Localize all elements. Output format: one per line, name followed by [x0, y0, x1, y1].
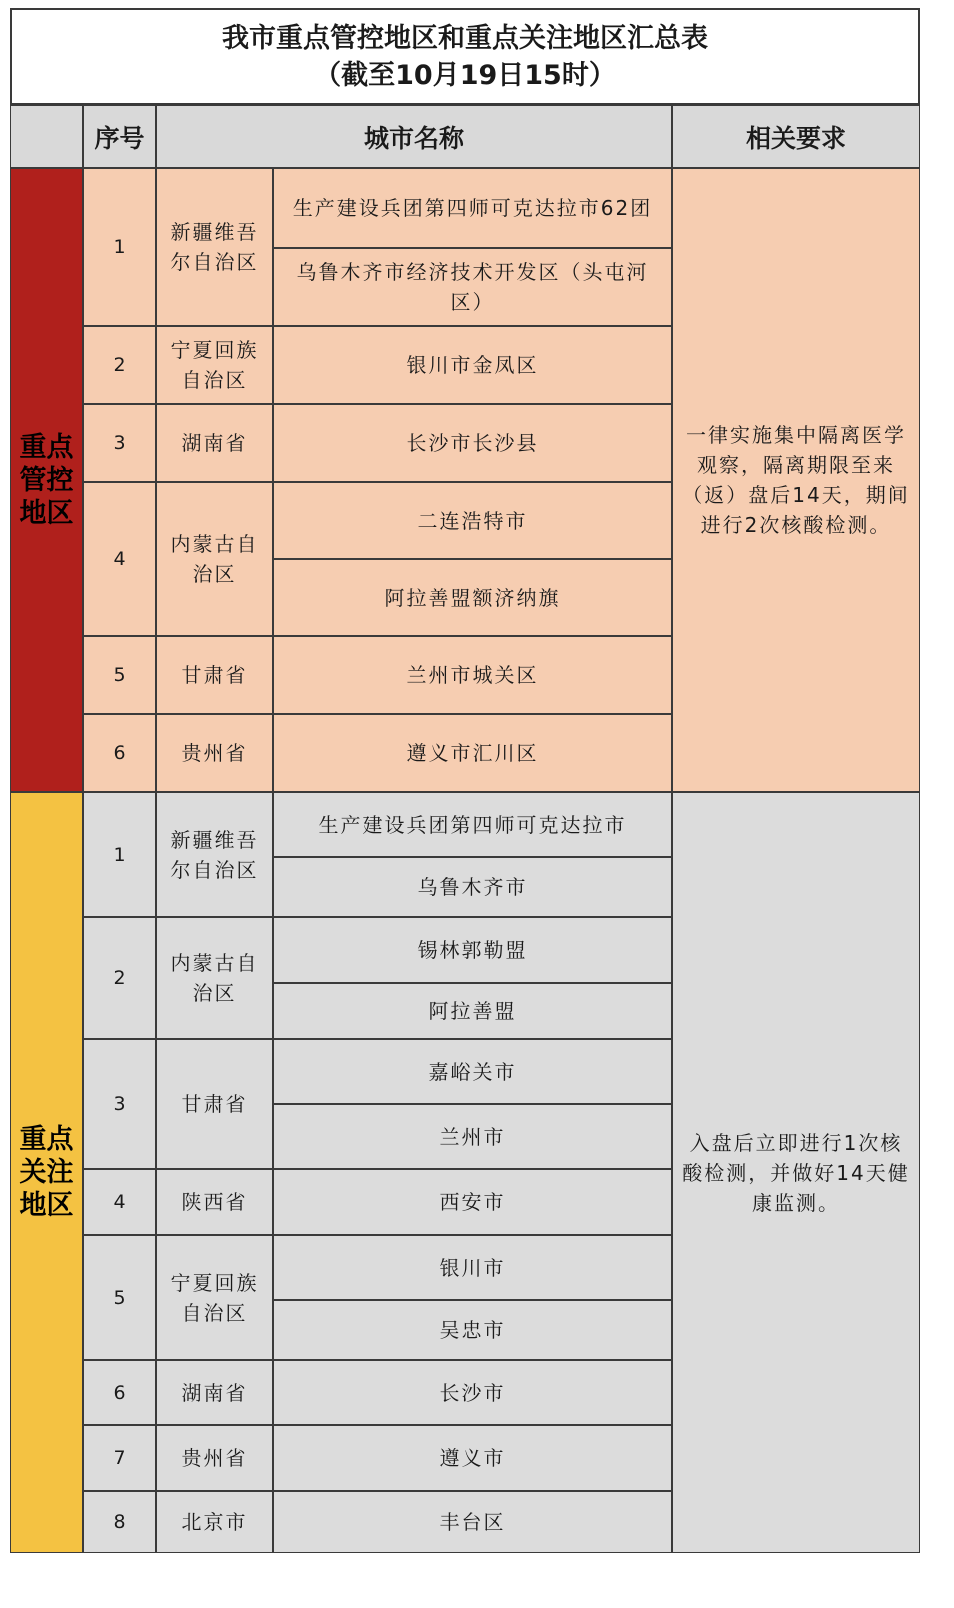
section-label-text: 重点: [19, 431, 74, 463]
seq-cell: 5: [83, 636, 156, 714]
seq-cell: 4: [83, 482, 156, 636]
province-cell: 内蒙古自治区: [156, 482, 273, 636]
city-cell: 银川市金凤区: [273, 326, 672, 404]
section-label-band: [10, 792, 83, 1553]
province-cell: 新疆维吾尔自治区: [156, 168, 273, 326]
province-cell: 湖南省: [156, 1360, 273, 1425]
city-cell: 兰州市城关区: [273, 636, 672, 714]
city-cell: 乌鲁木齐市: [273, 857, 672, 917]
seq-cell: 1: [83, 792, 156, 917]
city-cell: 阿拉善盟额济纳旗: [273, 559, 672, 636]
requirement-cell: 一律实施集中隔离医学观察，隔离期限至来（返）盘后14天，期间进行2次核酸检测。: [672, 168, 920, 792]
seq-cell: 7: [83, 1425, 156, 1491]
city-cell: 嘉峪关市: [273, 1039, 672, 1104]
province-cell: 新疆维吾尔自治区: [156, 792, 273, 917]
city-cell: 遵义市汇川区: [273, 714, 672, 792]
section-label-text: 地区: [19, 1190, 74, 1221]
city-cell: 生产建设兵团第四师可克达拉市62团: [273, 168, 672, 248]
table-title: [10, 8, 920, 105]
title-line-1: 我市重点管控地区和重点关注地区汇总表: [222, 22, 708, 54]
city-cell: 兰州市: [273, 1104, 672, 1169]
section-label-text: 重点: [19, 1124, 74, 1155]
city-cell: 西安市: [273, 1169, 672, 1235]
city-cell: 锡林郭勒盟: [273, 917, 672, 983]
seq-cell: 2: [83, 917, 156, 1039]
seq-cell: 8: [83, 1491, 156, 1553]
province-cell: 贵州省: [156, 1425, 273, 1491]
city-cell: 遵义市: [273, 1425, 672, 1491]
section-label-text: 关注: [19, 1157, 74, 1188]
seq-cell: 6: [83, 714, 156, 792]
summary-table: [10, 8, 920, 1553]
seq-cell: 5: [83, 1235, 156, 1360]
requirement-cell: 入盘后立即进行1次核酸检测，并做好14天健康监测。: [672, 792, 920, 1553]
title-line-2: （截至10月19日15时）: [314, 59, 616, 91]
seq-cell: 2: [83, 326, 156, 404]
header-seq: 序号: [83, 105, 156, 168]
seq-cell: 4: [83, 1169, 156, 1235]
section-label-text: 管控: [19, 464, 74, 496]
province-cell: 贵州省: [156, 714, 273, 792]
city-cell: 银川市: [273, 1235, 672, 1300]
province-cell: 内蒙古自治区: [156, 917, 273, 1039]
city-cell: 乌鲁木齐市经济技术开发区（头屯河区）: [273, 248, 672, 326]
province-cell: 陕西省: [156, 1169, 273, 1235]
header-blank-cell: [10, 105, 83, 168]
seq-cell: 3: [83, 1039, 156, 1169]
city-cell: 阿拉善盟: [273, 983, 672, 1039]
city-cell: 长沙市: [273, 1360, 672, 1425]
header-city: 城市名称: [156, 105, 672, 168]
city-cell: 丰台区: [273, 1491, 672, 1553]
section-label-band: [10, 168, 83, 792]
city-cell: 二连浩特市: [273, 482, 672, 559]
header-requirement: 相关要求: [672, 105, 920, 168]
seq-cell: 3: [83, 404, 156, 482]
section-label-text: 地区: [19, 497, 74, 529]
province-cell: 湖南省: [156, 404, 273, 482]
province-cell: 甘肃省: [156, 636, 273, 714]
city-cell: 吴忠市: [273, 1300, 672, 1360]
city-cell: 生产建设兵团第四师可克达拉市: [273, 792, 672, 857]
province-cell: 宁夏回族自治区: [156, 1235, 273, 1360]
seq-cell: 6: [83, 1360, 156, 1425]
city-cell: 长沙市长沙县: [273, 404, 672, 482]
province-cell: 宁夏回族自治区: [156, 326, 273, 404]
province-cell: 甘肃省: [156, 1039, 273, 1169]
seq-cell: 1: [83, 168, 156, 326]
province-cell: 北京市: [156, 1491, 273, 1553]
